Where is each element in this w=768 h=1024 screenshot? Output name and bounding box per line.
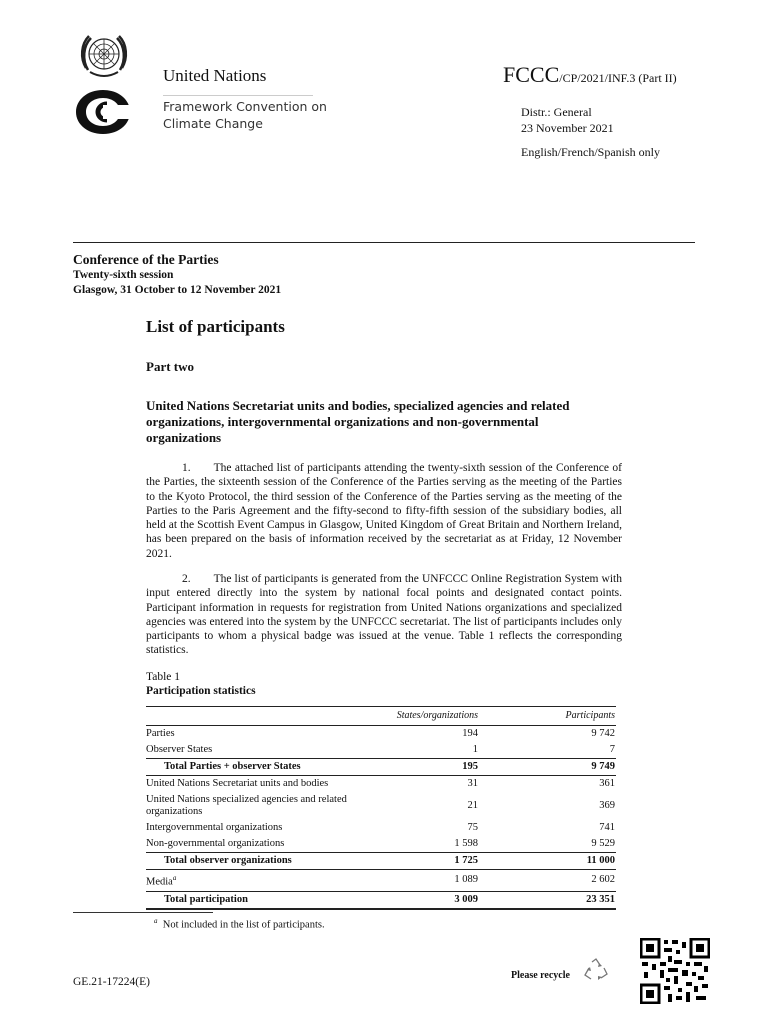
- row-states: 3 009: [361, 891, 479, 909]
- footnote-divider: [73, 912, 213, 913]
- row-label: United Nations specialized agencies and related organizations: [146, 794, 347, 817]
- table-row-subtotal: [146, 759, 616, 776]
- header-divider: [73, 242, 695, 243]
- unfccc-name-line1: Framework Convention on: [163, 99, 327, 114]
- part-heading: Part two: [146, 359, 195, 374]
- distribution: Distr.: General: [521, 105, 592, 119]
- organization-name: United Nations: [163, 66, 267, 85]
- row-participants: 369: [599, 800, 615, 811]
- row-label-media: [146, 870, 361, 892]
- symbol-rest: /CP/2021/INF.3 (Part II): [559, 71, 677, 85]
- unfccc-logo-icon: [73, 87, 133, 137]
- meeting-body: Conference of the Parties: [73, 252, 219, 267]
- row-participants: 361: [599, 778, 615, 789]
- row-participants: 9 749: [479, 759, 616, 776]
- table-row: [146, 726, 616, 743]
- col-header-participants: Participants: [479, 707, 616, 726]
- table-number: Table 1: [146, 671, 181, 683]
- table-row: [146, 742, 616, 759]
- row-participants: 9 742: [591, 728, 615, 739]
- document-symbol: [503, 62, 677, 88]
- symbol-main: FCCC: [503, 62, 560, 87]
- section-subtitle: United Nations Secretariat units and bodies, specialized agencies and related organizations, intergovernmental organizations and non-governmental organizations: [146, 398, 570, 445]
- row-participants: 23 351: [479, 891, 616, 909]
- meeting-block: [73, 252, 281, 298]
- recycle-label: Please recycle: [511, 970, 570, 981]
- paragraph-2: 2. The list of participants is generated from the UNFCCC Online Registration System with input entered directly into the system by national focal points and designated contact points. Participant information in requests for registration from United Nations organizations and specialized agencies was entered into the system by the UNFCCC secretariat. The list of participants includes only participants to whom a physical badge was issued at the venue. Table 1 reflects the corresponding statistics.: [146, 573, 622, 657]
- unfccc-divider: [163, 95, 313, 96]
- row-label: United Nations Secretariat units and bodies: [146, 778, 329, 789]
- row-participants: 2 602: [591, 874, 615, 886]
- distribution-block: [521, 104, 614, 136]
- meeting-venue: Glasgow, 31 October to 12 November 2021: [73, 284, 282, 296]
- row-states: 194: [462, 728, 478, 739]
- table-row: [146, 870, 616, 892]
- recycle-icon: [583, 958, 609, 982]
- row-label: Total Parties + observer States: [146, 759, 361, 776]
- col-header-blank: [146, 707, 361, 726]
- table-row: [146, 776, 616, 793]
- row-participants: 9 529: [591, 838, 615, 849]
- row-states: 75: [467, 822, 478, 833]
- unfccc-name-line2: Climate Change: [163, 116, 263, 131]
- media-label: Media: [146, 876, 173, 888]
- footnote: [154, 917, 325, 931]
- footnote-marker: a: [154, 917, 158, 925]
- media-footnote-marker: a: [172, 874, 177, 882]
- row-states: 195: [361, 759, 479, 776]
- col-header-states: States/organizations: [361, 707, 479, 726]
- row-label: Non-governmental organizations: [146, 838, 285, 849]
- row-label: Intergovernmental organizations: [146, 822, 283, 833]
- row-label: Observer States: [146, 744, 213, 755]
- page-title: List of participants: [146, 317, 285, 336]
- un-emblem-icon: [76, 30, 132, 80]
- row-label: Parties: [146, 728, 175, 739]
- row-states: 21: [467, 800, 478, 811]
- qr-code-icon: [640, 938, 710, 1004]
- paragraph-1: 1. The attached list of participants attending the twenty-sixth session of the Conference of the Parties, the sixteenth session of the Conference of the Parties serving as the meeting of the Parties to the Kyoto Protocol, the third session of the Conference of the Parties serving as the meeting of the Parties to the Paris Agreement and the fifty-second to fifty-fifth session of the subsidiary bodies, all held at the Scottish Event Campus in Glasgow, United Kingdom of Great Britain and Northern Ireland, has been prepared on the basis of information received by the secretariat as at Friday, 12 November 2021.: [146, 462, 622, 560]
- row-participants: 11 000: [479, 853, 616, 870]
- issue-date: 23 November 2021: [521, 121, 614, 135]
- table-caption: Participation statistics: [146, 685, 256, 697]
- row-label: Total observer organizations: [146, 853, 361, 870]
- participation-table: [146, 706, 616, 910]
- table-row: [146, 820, 616, 836]
- table-row: [146, 836, 616, 853]
- row-states: 1 725: [361, 853, 479, 870]
- row-states: 1 089: [454, 874, 478, 886]
- footnote-text: Not included in the list of participants.: [162, 919, 325, 931]
- table-header-row: [146, 707, 616, 726]
- table-row-grand-total: [146, 891, 616, 909]
- row-states: 31: [467, 778, 478, 789]
- row-states: 1 598: [454, 838, 478, 849]
- meeting-session: Twenty-sixth session: [73, 269, 174, 281]
- row-participants: 741: [599, 822, 615, 833]
- job-number: GE.21-17224(E): [73, 976, 150, 988]
- row-participants: 7: [609, 744, 615, 755]
- table-row-subtotal: [146, 853, 616, 870]
- table-row: [146, 792, 616, 820]
- row-label: Total participation: [146, 891, 361, 909]
- languages: English/French/Spanish only: [521, 145, 660, 159]
- table-heading: [146, 670, 256, 698]
- row-states: 1: [472, 744, 478, 755]
